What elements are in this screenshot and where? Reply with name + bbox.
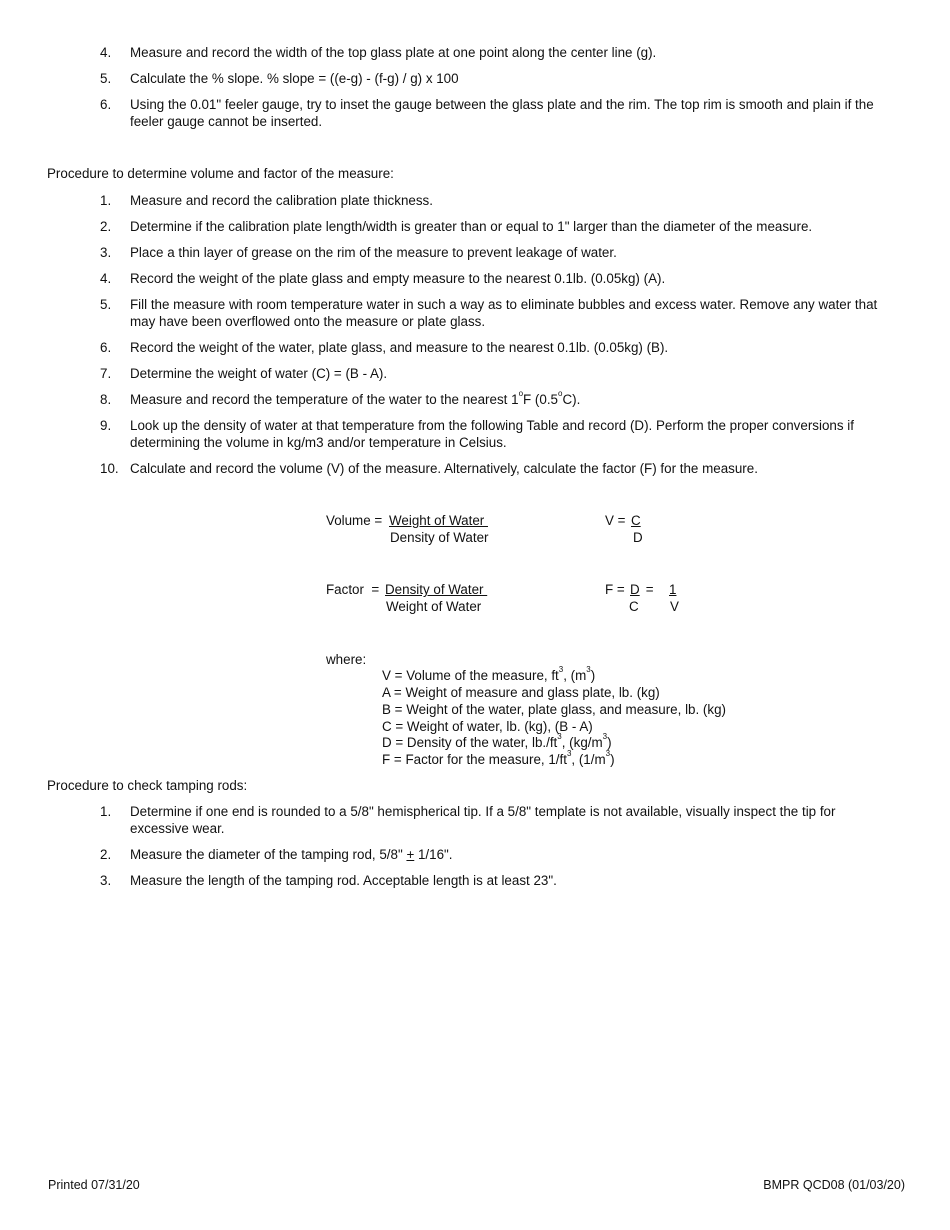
definition-line: D = Density of the water, $lb./ft^3$, $(kg/m^3)$ bbox=[382, 732, 612, 750]
definition-line: C = Weight of water, lb. (kg), (B - A) bbox=[382, 719, 593, 734]
definition-line: V = Volume of the measure, $ft^3$, $(m^3)$ bbox=[382, 665, 596, 683]
definition-line: F = Factor for the measure, $1/ft^3$, $(1/m^3)$ bbox=[382, 749, 615, 767]
definition-line: B = Weight of the water, plate glass, and measure, lb. (kg) bbox=[382, 702, 726, 717]
definition-line: A = Weight of measure and glass plate, lb. (kg) bbox=[382, 685, 660, 700]
document-id: BMPR QCD08 (01/03/20) bbox=[763, 1178, 905, 1192]
printed-date: Printed 07/31/20 bbox=[48, 1178, 140, 1192]
where-label: where: bbox=[326, 652, 367, 667]
tamping-rods-heading: Procedure to check tamping rods: bbox=[47, 778, 248, 793]
volume-procedure-heading: Procedure to determine volume and factor of the measure: bbox=[47, 166, 394, 181]
